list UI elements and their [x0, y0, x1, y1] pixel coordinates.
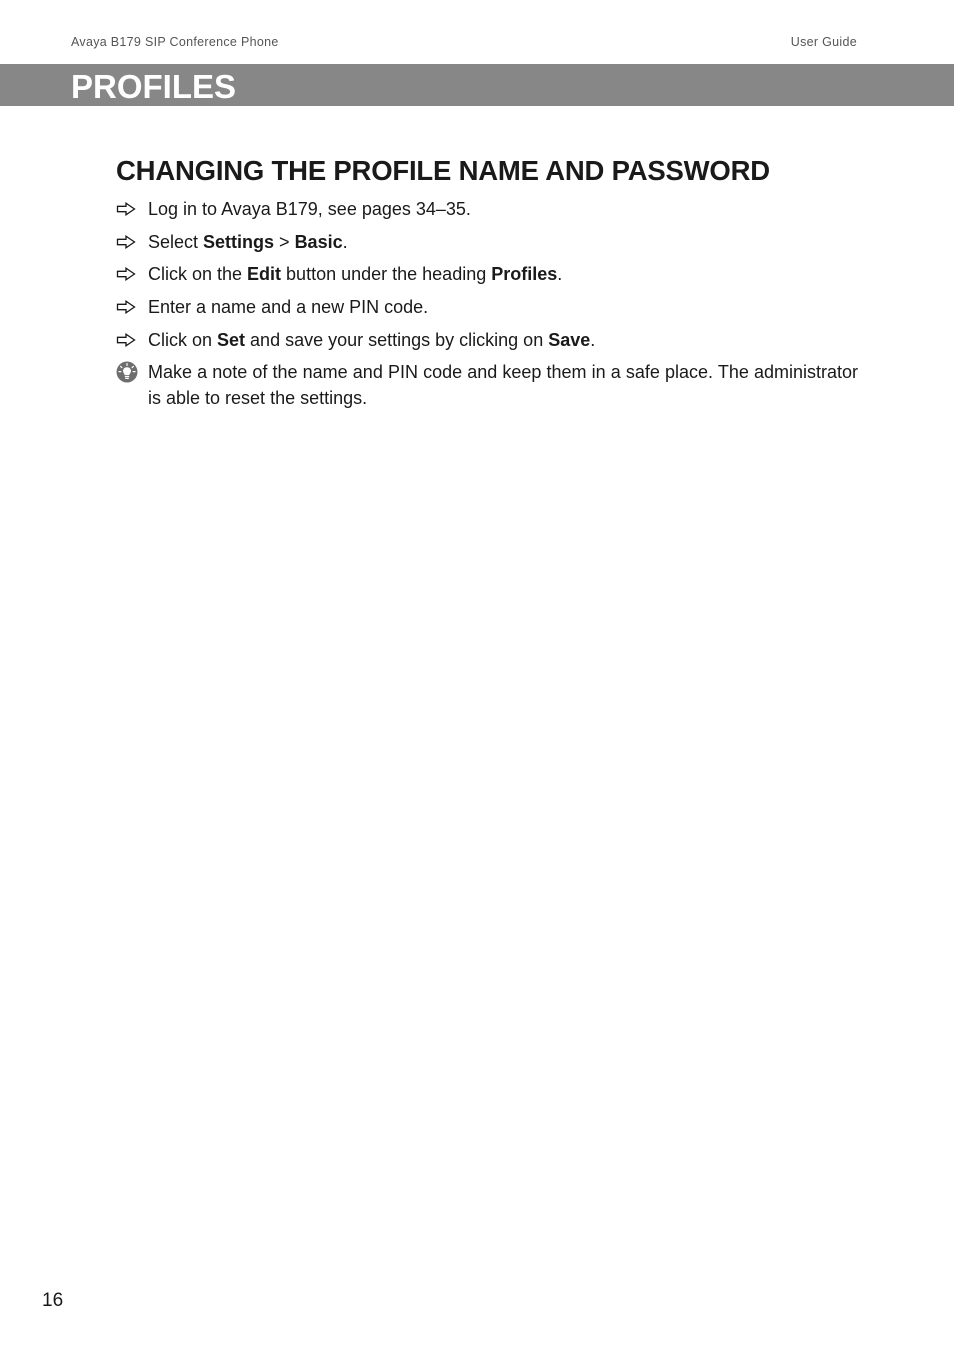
step-click-edit — [116, 261, 858, 287]
arrow-right-outline-icon — [116, 196, 148, 222]
step-text: Enter a name and a new PIN code. — [148, 297, 429, 318]
step-set-save — [116, 327, 858, 353]
profiles-heading-label: Profiles — [491, 264, 558, 285]
running-head-guide: User Guide — [790, 35, 857, 49]
save-button-label: Save — [548, 329, 591, 350]
section-heading: CHANGING THE PROFILE NAME AND PASSWORD — [116, 155, 770, 186]
menu-settings-label: Settings — [203, 231, 275, 252]
arrow-right-outline-icon — [116, 327, 148, 353]
step-login — [116, 196, 858, 222]
set-button-label: Set — [217, 329, 246, 350]
lightbulb-icon — [116, 359, 148, 385]
arrow-right-outline-icon — [116, 261, 148, 287]
step-enter-name — [116, 294, 858, 320]
step-text: Select Settings > Basic. — [148, 231, 348, 252]
edit-button-label: Edit — [247, 264, 282, 285]
tip-text: Make a note of the name and PIN code and keep them in a safe place. The administrator is able to reset the settings. — [148, 362, 858, 409]
arrow-right-outline-icon — [116, 294, 148, 320]
section-content — [116, 154, 858, 418]
tip-note — [116, 359, 858, 411]
page-number: 16 — [42, 1290, 64, 1311]
step-text: Click on the Edit button under the heading Profiles. — [148, 264, 563, 285]
chapter-title: PROFILES — [71, 68, 237, 105]
running-head-product: Avaya B179 SIP Conference Phone — [71, 35, 279, 49]
menu-basic-label: Basic — [294, 231, 343, 252]
step-select-settings — [116, 229, 858, 255]
arrow-right-outline-icon — [116, 229, 148, 255]
chapter-banner — [0, 64, 954, 106]
step-text: Log in to Avaya B179, see pages 34–35. — [148, 199, 471, 219]
step-text: Click on Set and save your settings by clicking on Save. — [148, 329, 596, 350]
